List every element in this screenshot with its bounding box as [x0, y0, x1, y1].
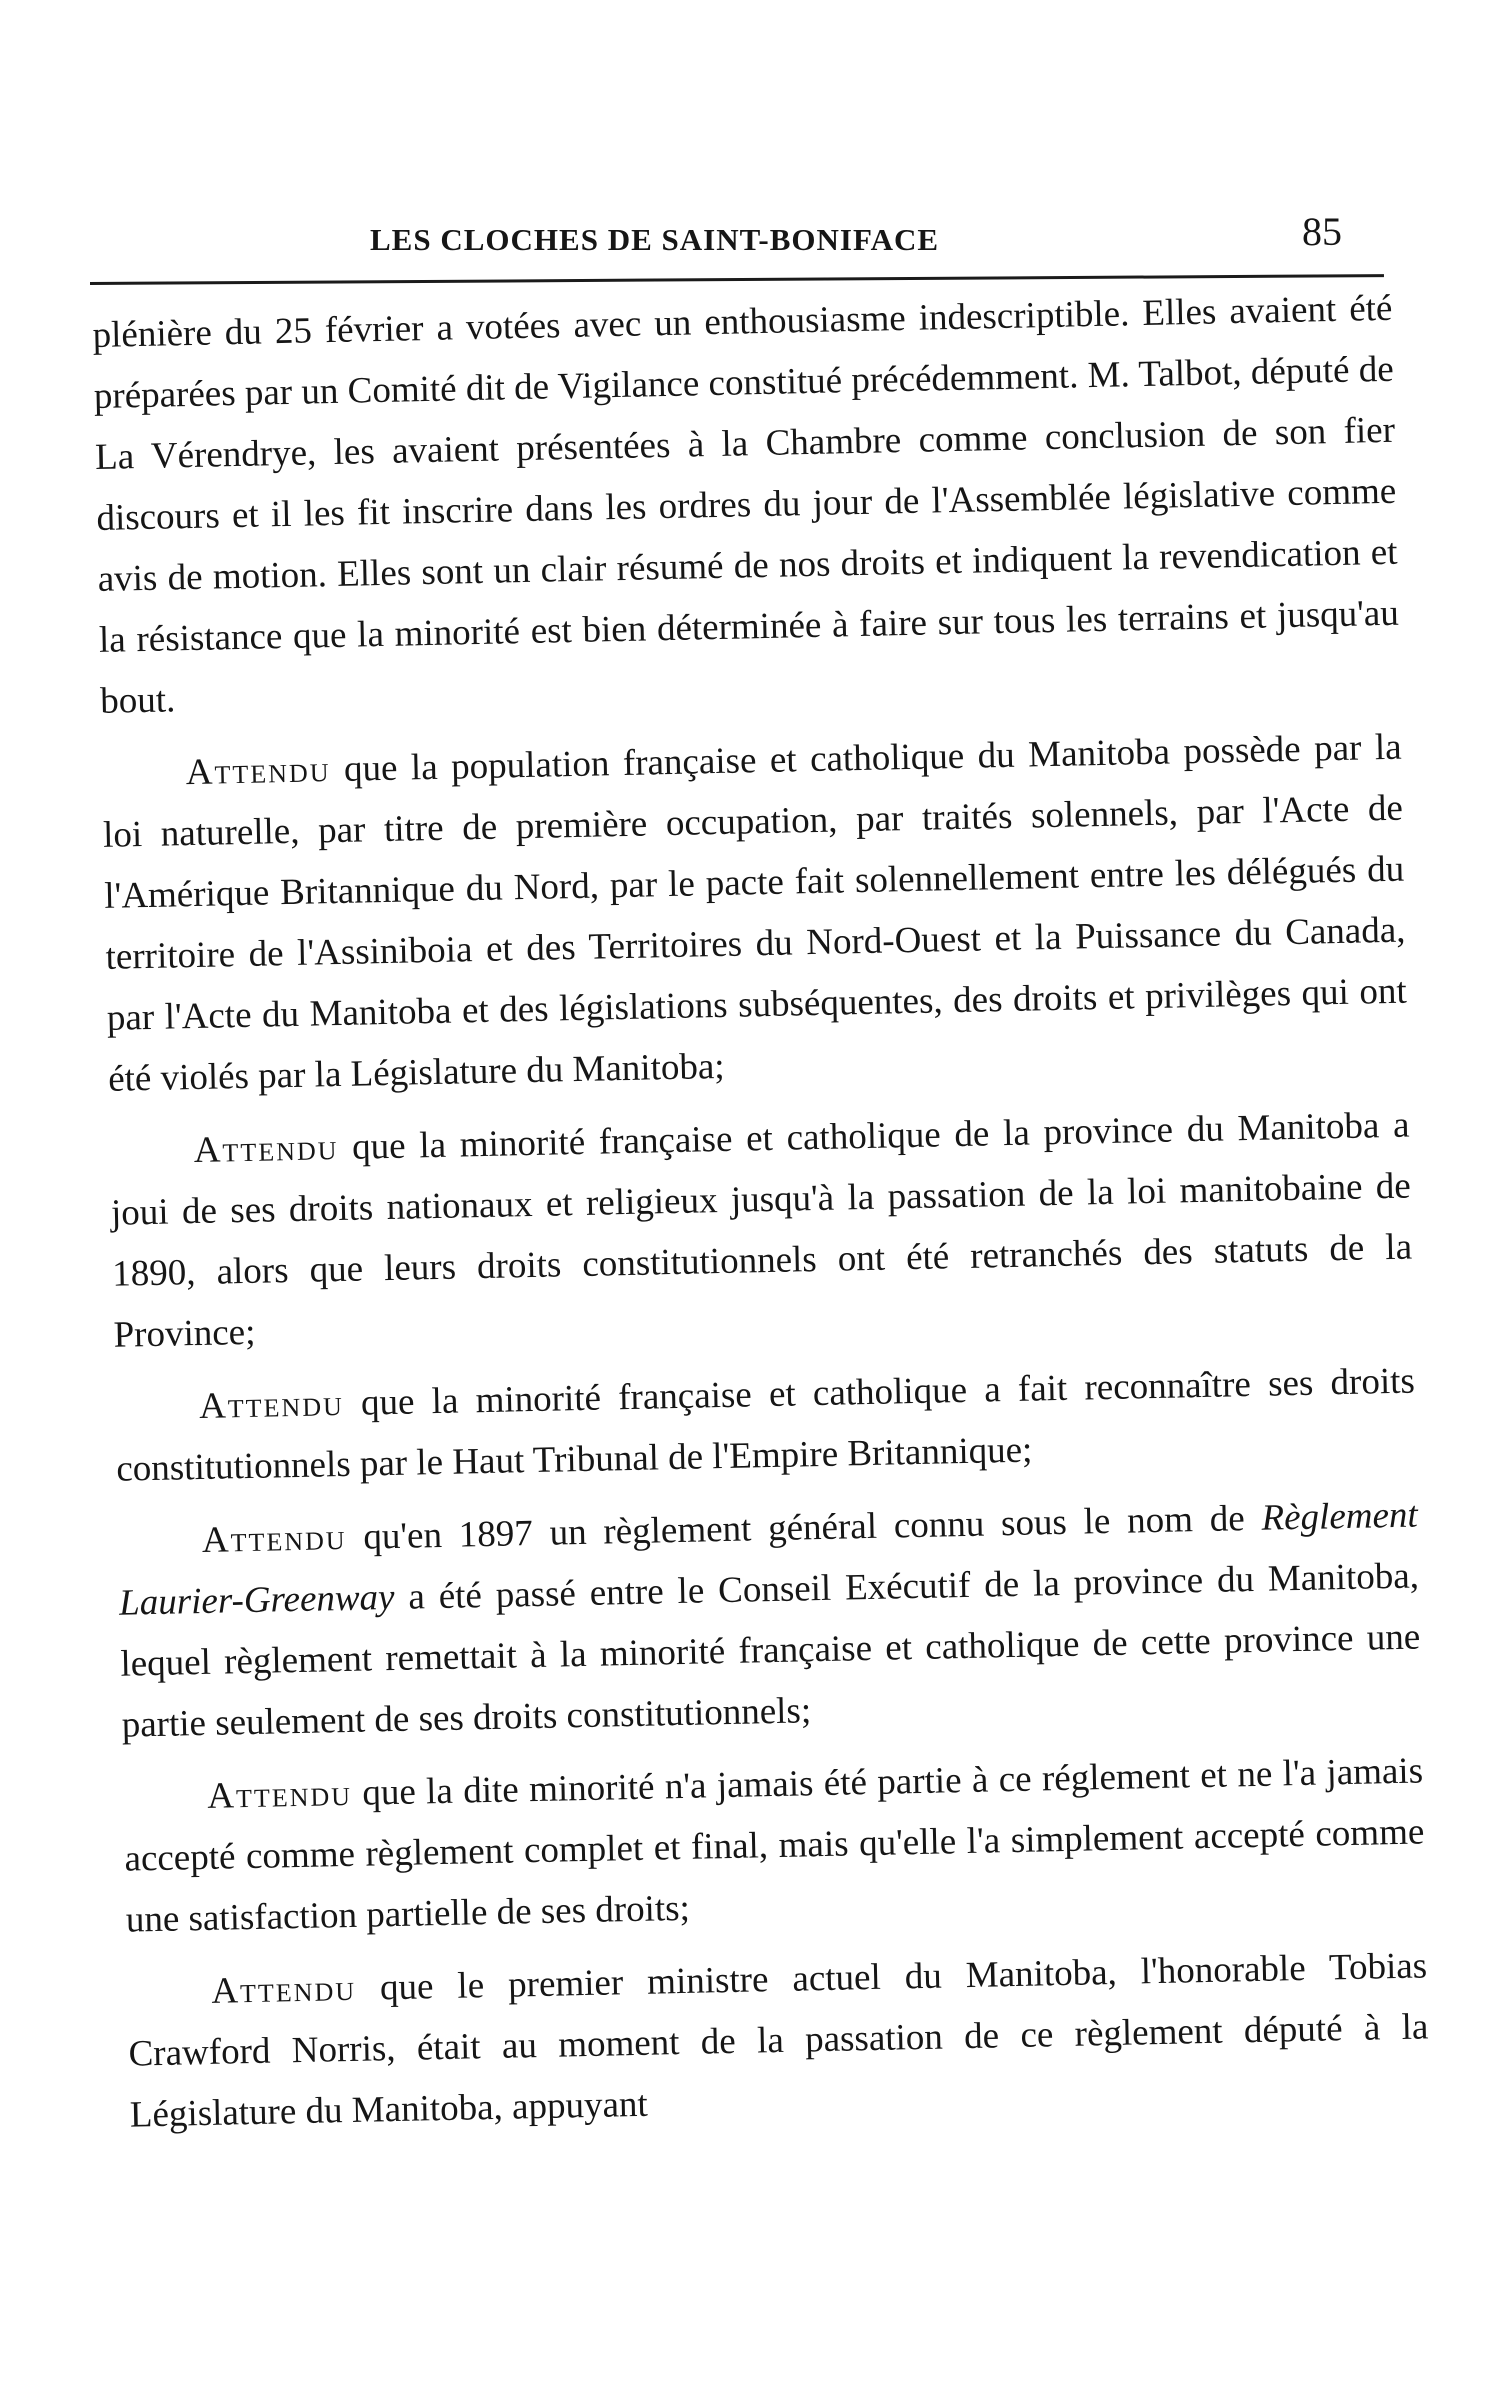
resolution-1: [101, 717, 1408, 1110]
resolution-text: que la population française et catholique du Manitoba possède par la loi naturelle, par titre de première occupation, par traités solennels, par l'Acte de l'Amérique Britannique du Nord, par le pacte fait solennellement entre les délégués du territoire de l'Assiniboia et des Territoires du Nord-Ouest et la Puissance du Canada, par l'Acte du Manitoba et des législations subséquentes, des droits et privilèges qui ont été violés par la Législature du Manitoba;: [102, 726, 1408, 1100]
attendu-keyword: Attendu: [198, 1382, 345, 1427]
resolution-6: [127, 1935, 1431, 2145]
resolution-text-before: qu'en 1897 un règlement général connu sous le nom de: [362, 1498, 1246, 1558]
resolution-3: [114, 1351, 1416, 1500]
running-head: LES CLOCHES DE SAINT-BONIFACE: [370, 222, 940, 257]
attendu-keyword: Attendu: [210, 1967, 357, 2012]
attendu-keyword: Attendu: [193, 1127, 339, 1172]
resolution-4: [117, 1485, 1422, 1756]
reglement-name: Règlement Laurier-Greenway: [118, 1494, 1419, 1624]
resolution-text: que la minorité française et catholique a fait reconnaître ses droits constitutionnels par le Haut Tribunal de l'Empire Britannique;: [115, 1360, 1416, 1490]
attendu-keyword: Attendu: [206, 1772, 353, 1817]
resolution-text: que le premier ministre actuel du Manitoba, l'honorable Tobias Crawford Norris, était au moment de la passation de ce règlement député à la Législature du Manitoba, appuyant: [128, 1945, 1429, 2136]
body-text: [92, 278, 1431, 2158]
attendu-keyword: Attendu: [185, 749, 331, 794]
resolution-5: [123, 1740, 1427, 1950]
resolution-text: que la minorité française et catholique de la province du Manitoba a joui de ses droits nationaux et religieux jusqu'à la passation de la loi manitobaine de 1890, alors que leurs droits constitutionnels ont été retranchés des statuts de la Province;: [110, 1104, 1413, 1356]
opening-paragraph: plénière du 25 février a votées avec un enthousiasme indescriptible. Elles avaient été préparées par un Comité dit de Vigilance constitué précédemment. M. Talbot, député de La Vérendrye, les avaient présentées à la Chambre comme conclusion de son fier discours et il les fit inscrire dans les ordres du jour de l'Assemblée législative comme avis de motion. Elles sont un clair résumé de nos droits et indiquent la revendication et la résistance que la minorité est bien déterminée à faire sur tous les terrains et jusqu'au bout.: [92, 287, 1400, 722]
resolution-2: [109, 1095, 1414, 1366]
resolution-text-after: a été passé entre le Conseil Exécutif de la province du Manitoba, lequel règlement remettait à la minorité française et catholique de cette province une partie seulement de ses droits constitutionnels;: [120, 1555, 1421, 1746]
resolution-text: que la dite minorité n'a jamais été partie à ce réglement et ne l'a jamais accepté comme règlement complet et final, mais qu'elle l'a simplement accepté comme une satisfaction partielle de ses droits;: [124, 1750, 1425, 1941]
page-number: 85: [1302, 209, 1342, 254]
attendu-keyword: Attendu: [201, 1516, 347, 1561]
